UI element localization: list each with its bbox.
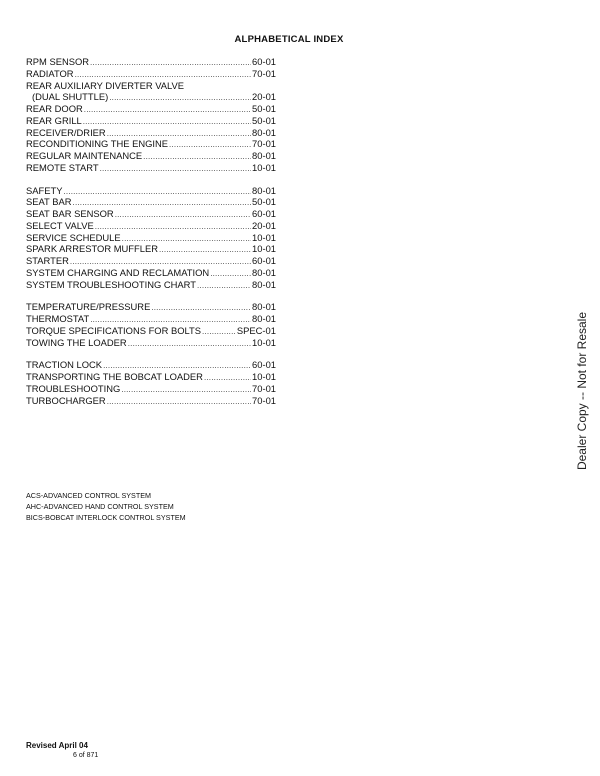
index-entry-label: REGULAR MAINTENANCE bbox=[26, 150, 143, 161]
index-entry bbox=[26, 185, 276, 197]
index-entry bbox=[26, 162, 276, 174]
index-entry-label: RADIATOR bbox=[26, 67, 74, 79]
index-entry bbox=[26, 279, 276, 291]
index-entry-label: STARTER bbox=[26, 255, 69, 266]
index-entry-page: 70-01 bbox=[252, 382, 276, 394]
page-title: ALPHABETICAL INDEX bbox=[234, 34, 344, 45]
index-entry-label: SEAT BAR SENSOR bbox=[26, 208, 114, 219]
index-entry bbox=[26, 220, 276, 232]
index-entry-page: 10-01 bbox=[252, 161, 276, 173]
index-entry-label: REMOTE START bbox=[26, 161, 99, 173]
index-entry-page: 60-01 bbox=[252, 56, 276, 67]
index-entry-page: 10-01 bbox=[252, 336, 276, 348]
index-entry-page: 80-01 bbox=[252, 150, 276, 161]
index-entry bbox=[26, 127, 276, 139]
index-entry-page: 50-01 bbox=[252, 114, 276, 126]
index-entry-page: 10-01 bbox=[252, 243, 276, 255]
index-entry-label: REAR DOOR bbox=[26, 103, 83, 114]
dot-leader bbox=[100, 162, 251, 175]
index-entry-page: 10-01 bbox=[252, 371, 276, 382]
index-entry-page: 70-01 bbox=[252, 138, 276, 150]
index-entry-label: RPM SENSOR bbox=[26, 56, 90, 67]
index-entry bbox=[26, 383, 276, 395]
index-entry-page: 10-01 bbox=[252, 231, 276, 243]
index-entry-page: 70-01 bbox=[252, 394, 276, 406]
index-entry bbox=[26, 267, 276, 279]
dot-leader bbox=[197, 279, 251, 292]
index-entry-page: 20-01 bbox=[252, 91, 276, 103]
index-entry-label: TORQUE SPECIFICATIONS FOR BOLTS bbox=[26, 324, 202, 336]
index-entry-page: 70-01 bbox=[252, 67, 276, 79]
index-group bbox=[26, 301, 276, 348]
index-group bbox=[26, 185, 276, 291]
index-entry-label: TRACTION LOCK bbox=[26, 359, 103, 371]
index-entry-page: 50-01 bbox=[252, 103, 276, 114]
index-entry-label: SERVICE SCHEDULE bbox=[26, 231, 121, 243]
abbreviation-acs: ACS-ADVANCED CONTROL SYSTEM bbox=[26, 491, 151, 500]
index-entry-label: TROUBLESHOOTING bbox=[26, 382, 121, 394]
index-entry bbox=[26, 56, 276, 68]
index-entry-label: SYSTEM TROUBLESHOOTING CHART bbox=[26, 278, 196, 290]
index-entry-label: REAR AUXILIARY DIVERTER VALVE bbox=[26, 79, 185, 91]
index-entry bbox=[26, 91, 276, 103]
index-entry bbox=[26, 115, 276, 127]
index-entry-page: 60-01 bbox=[252, 359, 276, 371]
index-entry bbox=[26, 150, 276, 162]
index-entry-label: SAFETY bbox=[26, 184, 63, 196]
index-entry-page: 20-01 bbox=[252, 219, 276, 231]
index-entry-label: TEMPERATURE/PRESSURE bbox=[26, 301, 151, 313]
index-entry bbox=[26, 395, 276, 407]
index-entry bbox=[26, 313, 276, 325]
index-entry-label: THERMOSTAT bbox=[26, 313, 90, 324]
index-entry bbox=[26, 325, 276, 337]
index-entry-label: TOWING THE LOADER bbox=[26, 336, 127, 348]
index-entry-label: SPARK ARRESTOR MUFFLER bbox=[26, 243, 158, 255]
index-group bbox=[26, 56, 276, 174]
page-counter: 6 of 871 bbox=[73, 752, 99, 759]
index-entry-label: RECONDITIONING THE ENGINE bbox=[26, 138, 169, 150]
index-entry-page: 80-01 bbox=[252, 184, 276, 196]
index-entry-label: RECEIVER/DRIER bbox=[26, 126, 106, 138]
index-entry-page: 60-01 bbox=[252, 255, 276, 266]
index-entry bbox=[26, 359, 276, 371]
abbreviation-ahc: AHC-ADVANCED HAND CONTROL SYSTEM bbox=[26, 502, 174, 511]
index-entry bbox=[26, 208, 276, 220]
index-entry bbox=[26, 337, 276, 349]
index-entry bbox=[26, 103, 276, 115]
index-entry-page: 60-01 bbox=[252, 208, 276, 219]
index-entry-label: SELECT VALVE bbox=[26, 219, 94, 231]
dealer-copy-watermark: Dealer Copy -- Not for Resale bbox=[575, 311, 589, 471]
index-entry-page: SPEC-01 bbox=[236, 324, 276, 336]
index-entry-label: TURBOCHARGER bbox=[26, 394, 106, 406]
alphabetical-index bbox=[26, 56, 276, 417]
index-group bbox=[26, 359, 276, 406]
index-entry bbox=[26, 301, 276, 313]
index-entry-page: 80-01 bbox=[252, 278, 276, 290]
index-entry bbox=[26, 371, 276, 383]
index-entry bbox=[26, 243, 276, 255]
dot-leader bbox=[107, 395, 251, 408]
index-entry bbox=[26, 138, 276, 150]
index-entry bbox=[26, 232, 276, 244]
index-entry-label: TRANSPORTING THE BOBCAT LOADER bbox=[26, 371, 203, 382]
index-entry-page: 80-01 bbox=[252, 313, 276, 324]
index-entry-page: 50-01 bbox=[252, 196, 276, 208]
index-entry-page: 80-01 bbox=[252, 301, 276, 313]
index-entry-label: SYSTEM CHARGING AND RECLAMATION bbox=[26, 266, 210, 278]
index-entry-label: REAR GRILL bbox=[26, 114, 82, 126]
abbreviation-bics: BICS-BOBCAT INTERLOCK CONTROL SYSTEM bbox=[26, 513, 186, 522]
index-entry bbox=[26, 80, 276, 92]
index-entry-page: 80-01 bbox=[252, 266, 276, 278]
index-entry bbox=[26, 68, 276, 80]
index-entry-label: (DUAL SHUTTLE) bbox=[32, 91, 109, 103]
index-entry-label: SEAT BAR bbox=[26, 196, 72, 208]
dot-leader bbox=[128, 337, 251, 350]
revision-date: Revised April 04 bbox=[26, 741, 88, 750]
index-entry bbox=[26, 255, 276, 267]
index-entry-page: 80-01 bbox=[252, 126, 276, 138]
index-entry bbox=[26, 196, 276, 208]
abbreviations-list bbox=[26, 490, 186, 523]
